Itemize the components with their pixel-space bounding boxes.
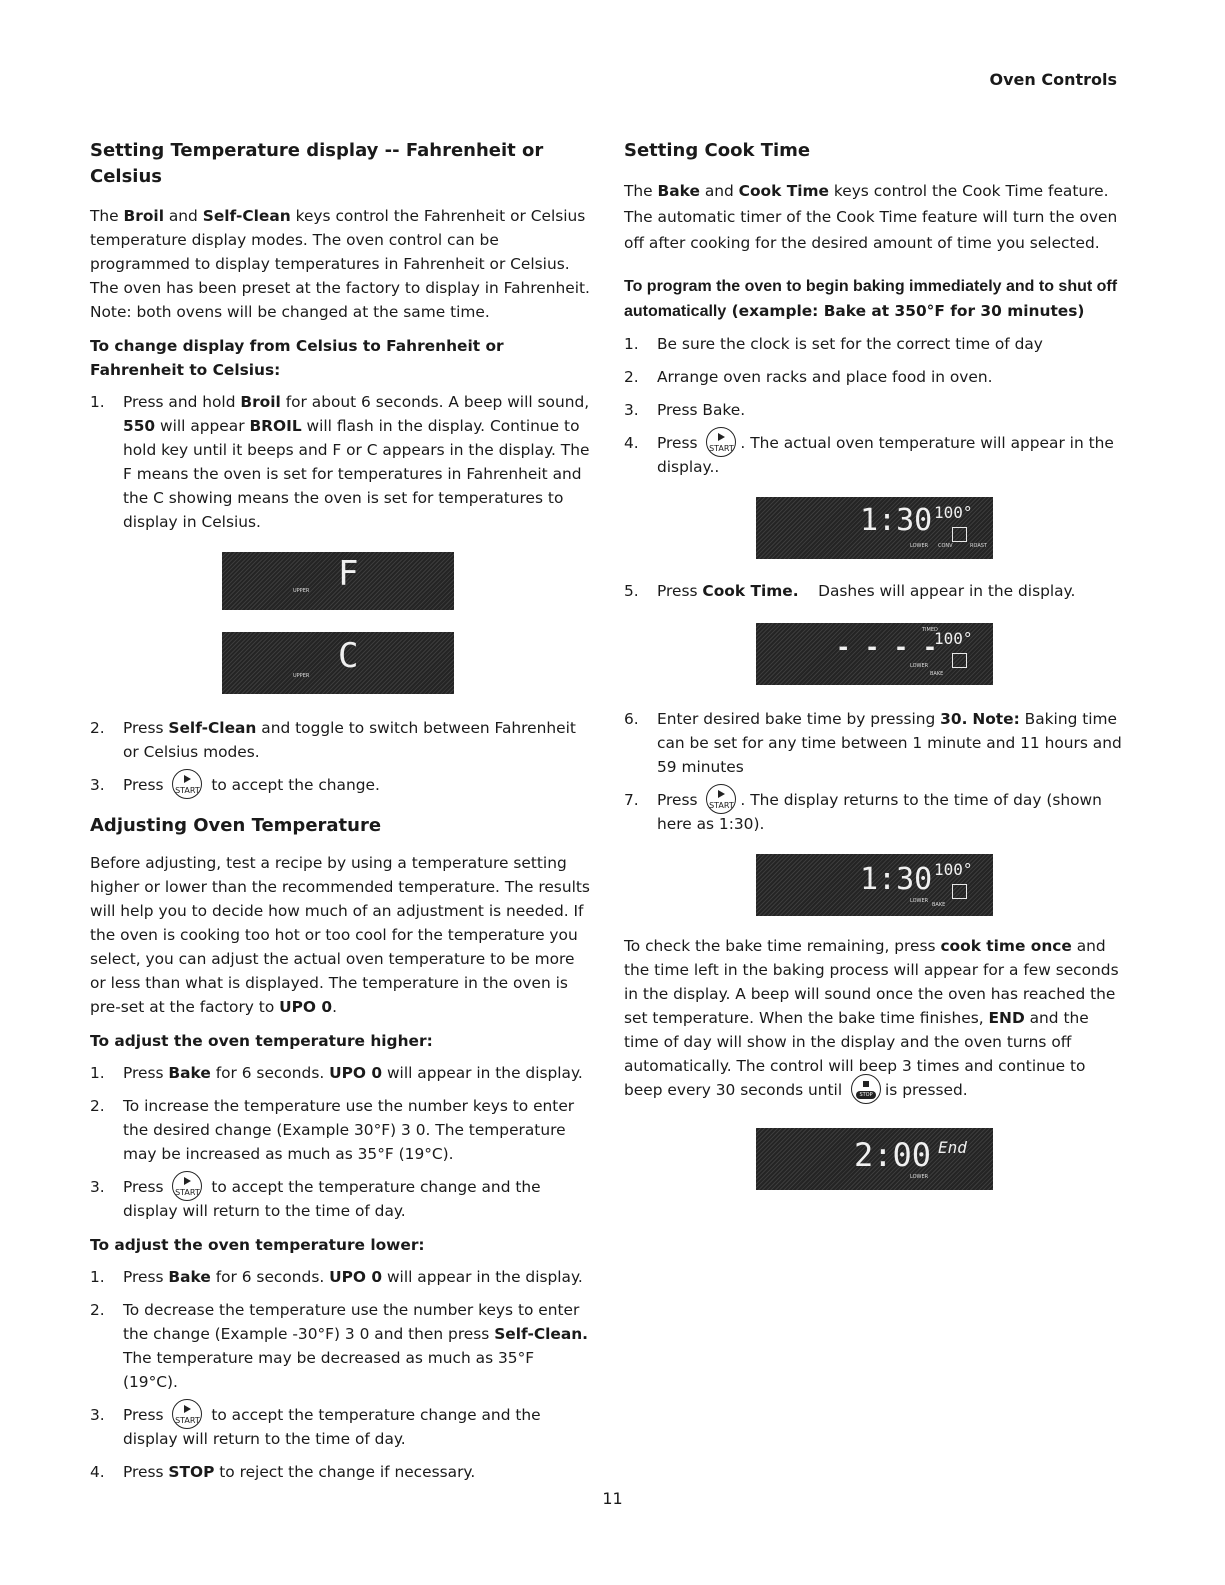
- display-fahrenheit: F UPPER: [222, 552, 454, 610]
- list-item: 1. Be sure the clock is set for the correct time of day: [624, 335, 1043, 353]
- list-item: 7. Press START . The display returns to the time of day (shown here as 1:30).: [624, 788, 1122, 836]
- display-celsius: C UPPER: [222, 632, 454, 694]
- subheading-adjust-lower: To adjust the oven temperature lower:: [90, 1236, 425, 1254]
- left-column: [90, 138, 590, 1493]
- temp-display-intro: The Broil and Self-Clean keys control the Fahrenheit or Celsius temperature display modes. The oven control can be programmed to display temperatures in Fahrenheit or Celsius. The oven has been preset at the factory to display in Fahrenheit. Note: both ovens will be changed at the same time.: [90, 207, 590, 321]
- adjust-lower-steps: [90, 1265, 590, 1484]
- subheading-change-display: To change display from Celsius to Fahrenheit or Fahrenheit to Celsius:: [90, 337, 504, 379]
- display-end: 2:00 End LOWER: [756, 1128, 993, 1190]
- change-display-steps-cont: [90, 716, 590, 797]
- subheading-adjust-higher: To adjust the oven temperature higher:: [90, 1032, 433, 1050]
- list-item: 1. Press Bake for 6 seconds. UPO 0 will appear in the display.: [90, 1064, 583, 1082]
- page-number: 11: [602, 1489, 623, 1508]
- display-time-of-day: 1:30 100° LOWER BAKE: [756, 854, 993, 916]
- check-bake-time-paragraph: To check the bake time remaining, press cook time once and the time left in the baking process will appear for a few seconds in the display. A beep will sound once the oven has reached the set temperature. When the bake time finishes, END and the time of day will show in the display and the oven turns off automatically. The control will beep 3 times and continue to beep every 30 seconds until STOP is pressed.: [624, 934, 1122, 1102]
- start-key-icon: START: [172, 769, 202, 799]
- list-item: 4. Press START . The actual oven temperature will appear in the display..: [624, 431, 1122, 479]
- start-key-icon: START: [172, 1399, 202, 1429]
- list-item: 3. Press START to accept the temperature change and the display will return to the time of day.: [90, 1175, 590, 1223]
- list-item: 5. Press Cook Time. Dashes will appear in the display.: [624, 582, 1076, 600]
- adjust-higher-steps: [90, 1061, 590, 1223]
- section-title-cook-time: Setting Cook Time: [624, 140, 811, 161]
- list-item: 3. Press START to accept the temperature change and the display will return to the time of day.: [90, 1403, 590, 1451]
- cook-time-intro: The Bake and Cook Time keys control the Cook Time feature. The automatic timer of the Cook Time feature will turn the oven off after cooking for the desired amount of time you selected.: [624, 182, 1118, 252]
- cook-time-steps-end: [624, 707, 1122, 836]
- list-item: 3. Press START to accept the change.: [90, 773, 590, 797]
- section-title-temp-display: Setting Temperature display -- Fahrenheit or Celsius: [90, 140, 544, 187]
- right-column: [624, 138, 1122, 1202]
- start-key-icon: START: [706, 427, 736, 457]
- list-item: 2. Press Self-Clean and toggle to switch between Fahrenheit or Celsius modes.: [90, 719, 576, 761]
- display-dashes: - - - - 100° LOWER BAKE TIMED: [756, 623, 993, 685]
- section-title-adjust-temp: Adjusting Oven Temperature: [90, 815, 382, 836]
- stop-key-icon: STOP: [851, 1074, 881, 1104]
- cook-time-steps-cont: [624, 579, 1122, 603]
- list-item: 2. To decrease the temperature use the number keys to enter the change (Example -30°F) 3 0 and then press Self-Clean. The temperature may be decreased as much as 35°F (19°C).: [90, 1301, 589, 1391]
- list-item: 6. Enter desired bake time by pressing 30. Note: Baking time can be set for any time between 1 minute and 11 hours and 59 minutes: [624, 710, 1122, 776]
- list-item: 4. Press STOP to reject the change if necessary.: [90, 1463, 476, 1481]
- list-item: 1. Press and hold Broil for about 6 seconds. A beep will sound, 550 will appear BROIL will flash in the display. Continue to hold key until it beeps and F or C appears in the display. The F means the oven is set for temperatures in Fahrenheit and the C showing means the oven is set for temperatures to display in Celsius.: [90, 393, 590, 531]
- list-item: 1. Press Bake for 6 seconds. UPO 0 will appear in the display.: [90, 1268, 583, 1286]
- start-key-icon: START: [172, 1171, 202, 1201]
- list-item: 2. Arrange oven racks and place food in oven.: [624, 368, 993, 386]
- list-item: 3. Press Bake.: [624, 401, 746, 419]
- start-key-icon: START: [706, 784, 736, 814]
- cook-time-steps: [624, 332, 1122, 479]
- display-time-temp: 1:30 100° LOWER CONV ROAST: [756, 497, 993, 559]
- change-display-steps: [90, 390, 590, 534]
- adjust-temp-intro: Before adjusting, test a recipe by using a temperature setting higher or lower than the recommended temperature. The results will help you to decide how much of an adjustment is needed. If the oven is cooking too hot or too cool for the temperature you select, you can adjust the actual oven temperature to be more or less than what is displayed. The temperature in the oven is pre-set at the factory to UPO 0.: [90, 854, 590, 1016]
- subheading-program-oven: To program the oven to begin baking immediately and to shut off automatically (example: Bake at 350°F for 30 minutes): [624, 278, 1118, 320]
- section-header: Oven Controls: [989, 70, 1117, 89]
- list-item: 2. To increase the temperature use the number keys to enter the desired change (Example 30°F) 3 0. The temperature may be increased as much as 35°F (19°C).: [90, 1097, 575, 1163]
